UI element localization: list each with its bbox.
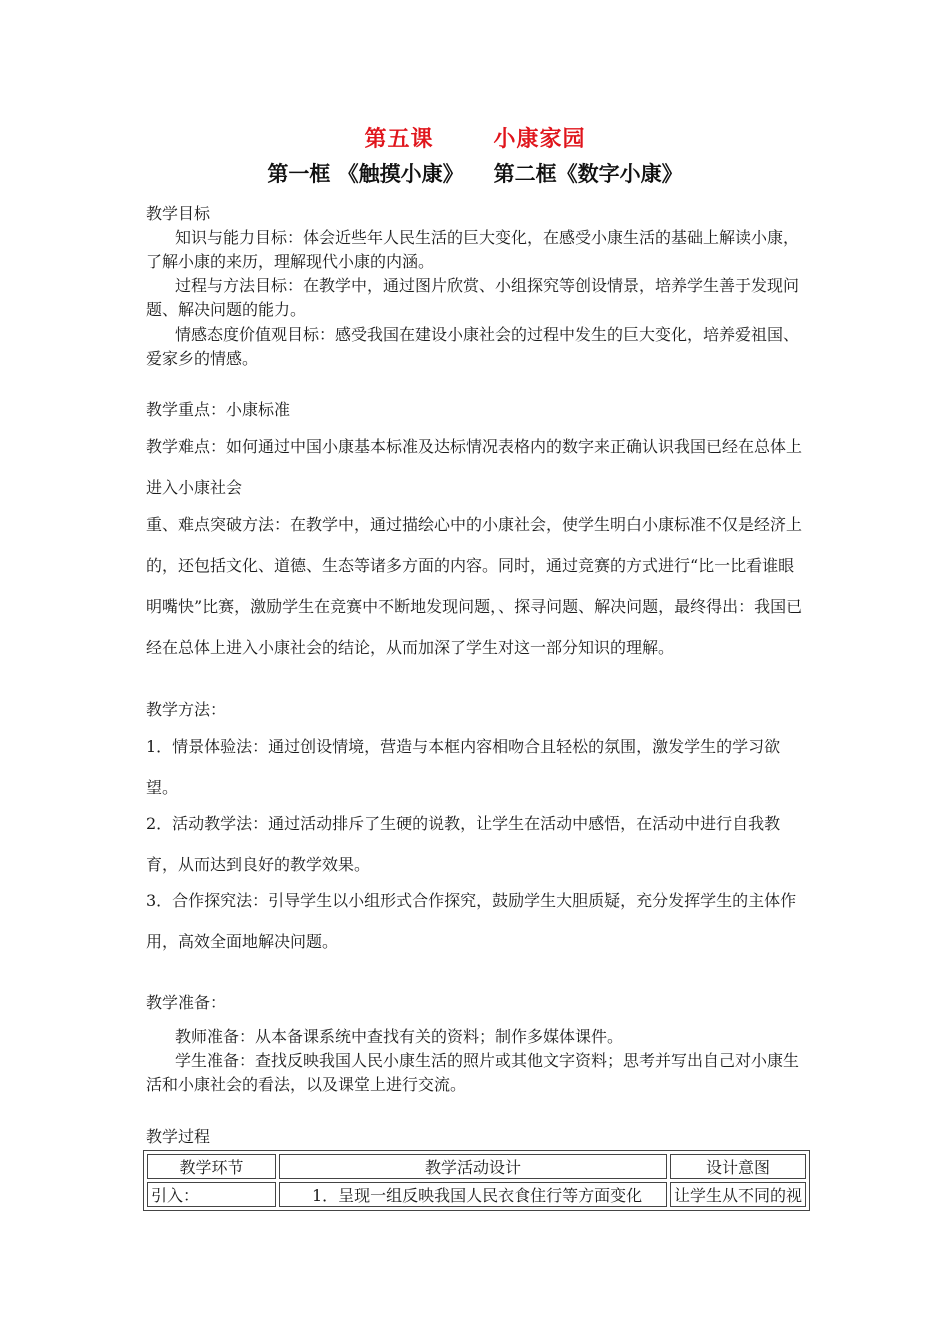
breakthrough-method: 重、难点突破方法：在教学中，通过描绘心中的小康社会，使学生明白小康标准不仅是经济上的，还包括文化、道德、生态等诸多方面的内容。同时，通过竞赛的方式进行“比一比看谁眼明嘴快”比赛，激励学生在竞赛中不断地发现问题，、探寻问题、解决问题，最终得出：我国已经在总体上进入小康社会的结论，从而加深了学生对这一部分知识的理解。 xyxy=(146,515,803,657)
method-item: 2．活动教学法：通过活动排斥了生硬的说教，让学生在活动中感悟，在活动中进行自我教育，从而达到良好的教学效果。 xyxy=(146,814,781,874)
header-cell: 教学活动设计 xyxy=(279,1154,667,1179)
subtitle-part-2: 第二框《数字小康》 xyxy=(493,161,683,186)
header-cell: 设计意图 xyxy=(670,1154,806,1179)
process-heading: 教学过程 xyxy=(146,1127,211,1146)
prep-student: 学生准备：查找反映我国人民小康生活的照片或其他文字资料；思考并写出自己对小康生活和小康社会的看法，以及课堂上进行交流。 xyxy=(146,1051,800,1094)
page-title xyxy=(0,122,950,153)
methods-heading: 教学方法： xyxy=(146,700,227,719)
table-cell: 引入： xyxy=(147,1182,276,1207)
table-row xyxy=(147,1182,806,1207)
table-header-row xyxy=(147,1154,806,1179)
process-table xyxy=(143,1150,810,1211)
subtitle-part-1: 第一框 《触摸小康》 xyxy=(267,161,464,186)
prep-heading: 教学准备： xyxy=(146,993,227,1012)
table-cell: 1．呈现一组反映我国人民衣食住行等方面变化 xyxy=(279,1182,667,1207)
goals-heading: 教学目标 xyxy=(146,204,211,223)
method-item: 1．情景体验法：通过创设情境，营造与本框内容相吻合且轻松的氛围，激发学生的学习欲望。 xyxy=(146,737,781,797)
lesson-number: 第五课 xyxy=(364,126,434,152)
goal-emotion: 情感态度价值观目标：感受我国在建设小康社会的过程中发生的巨大变化，培养爱祖国、爱家乡的情感。 xyxy=(146,325,800,368)
table-cell: 让学生从不同的视 xyxy=(670,1182,806,1207)
prep-teacher: 教师准备：从本备课系统中查找有关的资料；制作多媒体课件。 xyxy=(175,1027,624,1046)
method-item: 3．合作探究法：引导学生以小组形式合作探究，鼓励学生大胆质疑，充分发挥学生的主体作用，高效全面地解决问题。 xyxy=(146,891,797,951)
teaching-focus: 教学重点：小康标准 xyxy=(146,400,291,419)
teaching-difficulty: 教学难点：如何通过中国小康基本标准及达标情况表格内的数字来正确认识我国已经在总体上进入小康社会 xyxy=(146,437,803,497)
header-cell: 教学环节 xyxy=(147,1154,276,1179)
goal-knowledge: 知识与能力目标：体会近些年人民生活的巨大变化，在感受小康生活的基础上解读小康，了解小康的来历，理解现代小康的内涵。 xyxy=(146,228,800,271)
lesson-name: 小康家园 xyxy=(493,126,586,152)
goal-process: 过程与方法目标：在教学中，通过图片欣赏、小组探究等创设情景，培养学生善于发现问题、解决问题的能力。 xyxy=(146,276,800,319)
page-subtitle xyxy=(0,158,950,188)
